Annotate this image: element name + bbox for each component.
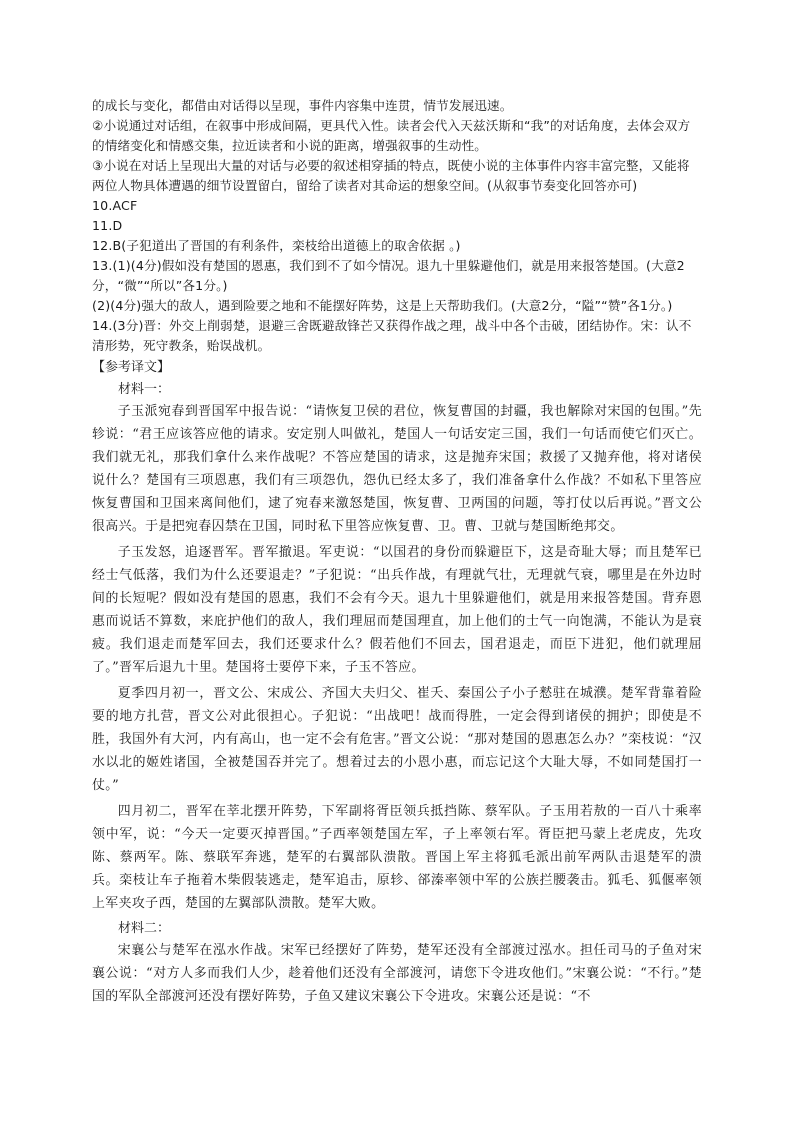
answer-13-2: (2)(4分)强大的敌人，遇到险要之地和不能摆好阵势，这是上天帮助我们。(大意2分，“隘”“赞”各1分。) bbox=[92, 298, 673, 313]
answer-section bbox=[92, 96, 702, 356]
answer-14: 14.(3分)晋：外交上削弱楚，退避三舍既避敌锋芒又获得作战之理，战斗中各个击破，团结协作。宋：认不清形势，死守教条，贻误战机。 bbox=[92, 318, 692, 353]
translation-paragraph: 子玉派宛春到晋国军中报告说：“请恢复卫侯的君位，恢复曹国的封疆，我也解除对宋国的包围。”先轸说：“君王应该答应他的请求。安定别人叫做礼，楚国人一句话安定三国，我们一句话而使它们灭亡。我们就无礼，那我们拿什么来作战呢？不答应楚国的请求，这是抛弃宋国；救援了又抛弃他，将对诸侯说什么？楚国有三项恩惠，我们有三项怨仇，怨仇已经太多了，我们准备拿什么作战？不如私下里答应恢复曹国和卫国来离间他们，逮了宛春来激怒楚国，恢复曹、卫两国的问题，等打仗以后再说。”晋文公很高兴。于是把宛春囚禁在卫国，同时私下里答应恢复曹、卫。曹、卫就与楚国断绝邦交。 bbox=[92, 404, 702, 534]
material-1-label: 材料一： bbox=[118, 382, 171, 397]
answer-line: ②小说通过对话组，在叙事中形成间隔，更具代入性。读者会代入天兹沃斯和“我”的对话角度，去体会双方的情绪变化和情感交集，拉近读者和小说的距离，增强叙事的生动性。 bbox=[92, 118, 691, 153]
answer-10: 10.ACF bbox=[92, 198, 138, 213]
answer-line: ③小说在对话上呈现出大量的对话与必要的叙述相穿插的特点，既使小说的主体事件内容丰富完整，又能将两位人物具体遭遇的细节设置留白，留给了读者对其命运的想象空间。(从叙事节奏变化回答亦可) bbox=[92, 158, 690, 193]
translation-paragraph: 宋襄公与楚军在泓水作战。宋军已经摆好了阵势，楚军还没有全部渡过泓水。担任司马的子鱼对宋襄公说：“对方人多而我们人少，趁着他们还没有全部渡河，请您下令进攻他们。”宋襄公说：“不行。”楚国的军队全部渡河还没有摆好阵势，子鱼又建议宋襄公下令进攻。宋襄公还是说：“不 bbox=[92, 943, 702, 1004]
reference-translation-title: 【参考译文】 bbox=[92, 360, 171, 375]
answer-11: 11.D bbox=[92, 218, 123, 233]
answer-13-1: 13.(1)(4分)假如没有楚国的恩惠，我们到不了如今情况。退九十里躲避他们，就是用来报答楚国。(大意2分，“微”“所以”各1分。) bbox=[92, 258, 685, 293]
translation-paragraph: 四月初二，晋军在莘北摆开阵势，下军副将胥臣领兵抵挡陈、蔡军队。子玉用若敖的一百八十乘率领中军，说：“今天一定要灭掉晋国。”子西率领楚国左军，子上率领右军。胥臣把马蒙上老虎皮，先攻陈、蔡两军。陈、蔡联军奔逃，楚军的右翼部队溃散。晋国上军主将狐毛派出前军两队击退楚军的溃兵。栾枝让车子拖着木柴假装逃走，楚军追击，原轸、郤溱率领中军的公族拦腰袭击。狐毛、狐偃率领上军夹攻子西，楚国的左翼部队溃散。楚军大败。 bbox=[92, 804, 702, 911]
answer-line: 的成长与变化，都借由对话得以呈现，事件内容集中连贯，情节发展迅速。 bbox=[92, 98, 513, 113]
translation-paragraph: 子玉发怒，追逐晋军。晋军撤退。军吏说：“以国君的身份而躲避臣下，这是奇耻大辱；而且楚军已经士气低落，我们为什么还要退走？”子犯说：“出兵作战，有理就气壮，无理就气衰，哪里是在外边时间的长短呢？假如没有楚国的恩惠，我们不会有今天。退九十里躲避他们，就是用来报答楚国。背弃恩惠而说话不算数，来庇护他们的敌人，我们理屈而楚国理直，加上他们的士气一向饱满，不能认为是衰疲。我们退走而楚军回去，我们还要求什么？假若他们不回去，国君退走，而臣下进犯，他们就理屈了。”晋军后退九十里。楚国将士要停下来，子玉不答应。 bbox=[92, 545, 702, 675]
answer-12: 12.B(子犯道出了晋国的有利条件，栾枝给出道德上的取舍依据 。) bbox=[92, 238, 461, 253]
translation-paragraph: 夏季四月初一，晋文公、宋成公、齐国大夫归父、崔夭、秦国公子小子慭驻在城濮。楚军背靠着险要的地方扎营，晋文公对此很担心。子犯说：“出战吧！战而得胜，一定会得到诸侯的拥护；即使是不胜，我国外有大河，内有高山，也一定不会有危害。”晋文公说：“那对楚国的恩惠怎么办？”栾枝说：“汉水以北的姬姓诸国，全被楚国吞并完了。想着过去的小恩小惠，而忘记这个大耻大辱，不如同楚国打一仗。” bbox=[92, 686, 702, 793]
material-2-label: 材料二： bbox=[118, 921, 171, 936]
